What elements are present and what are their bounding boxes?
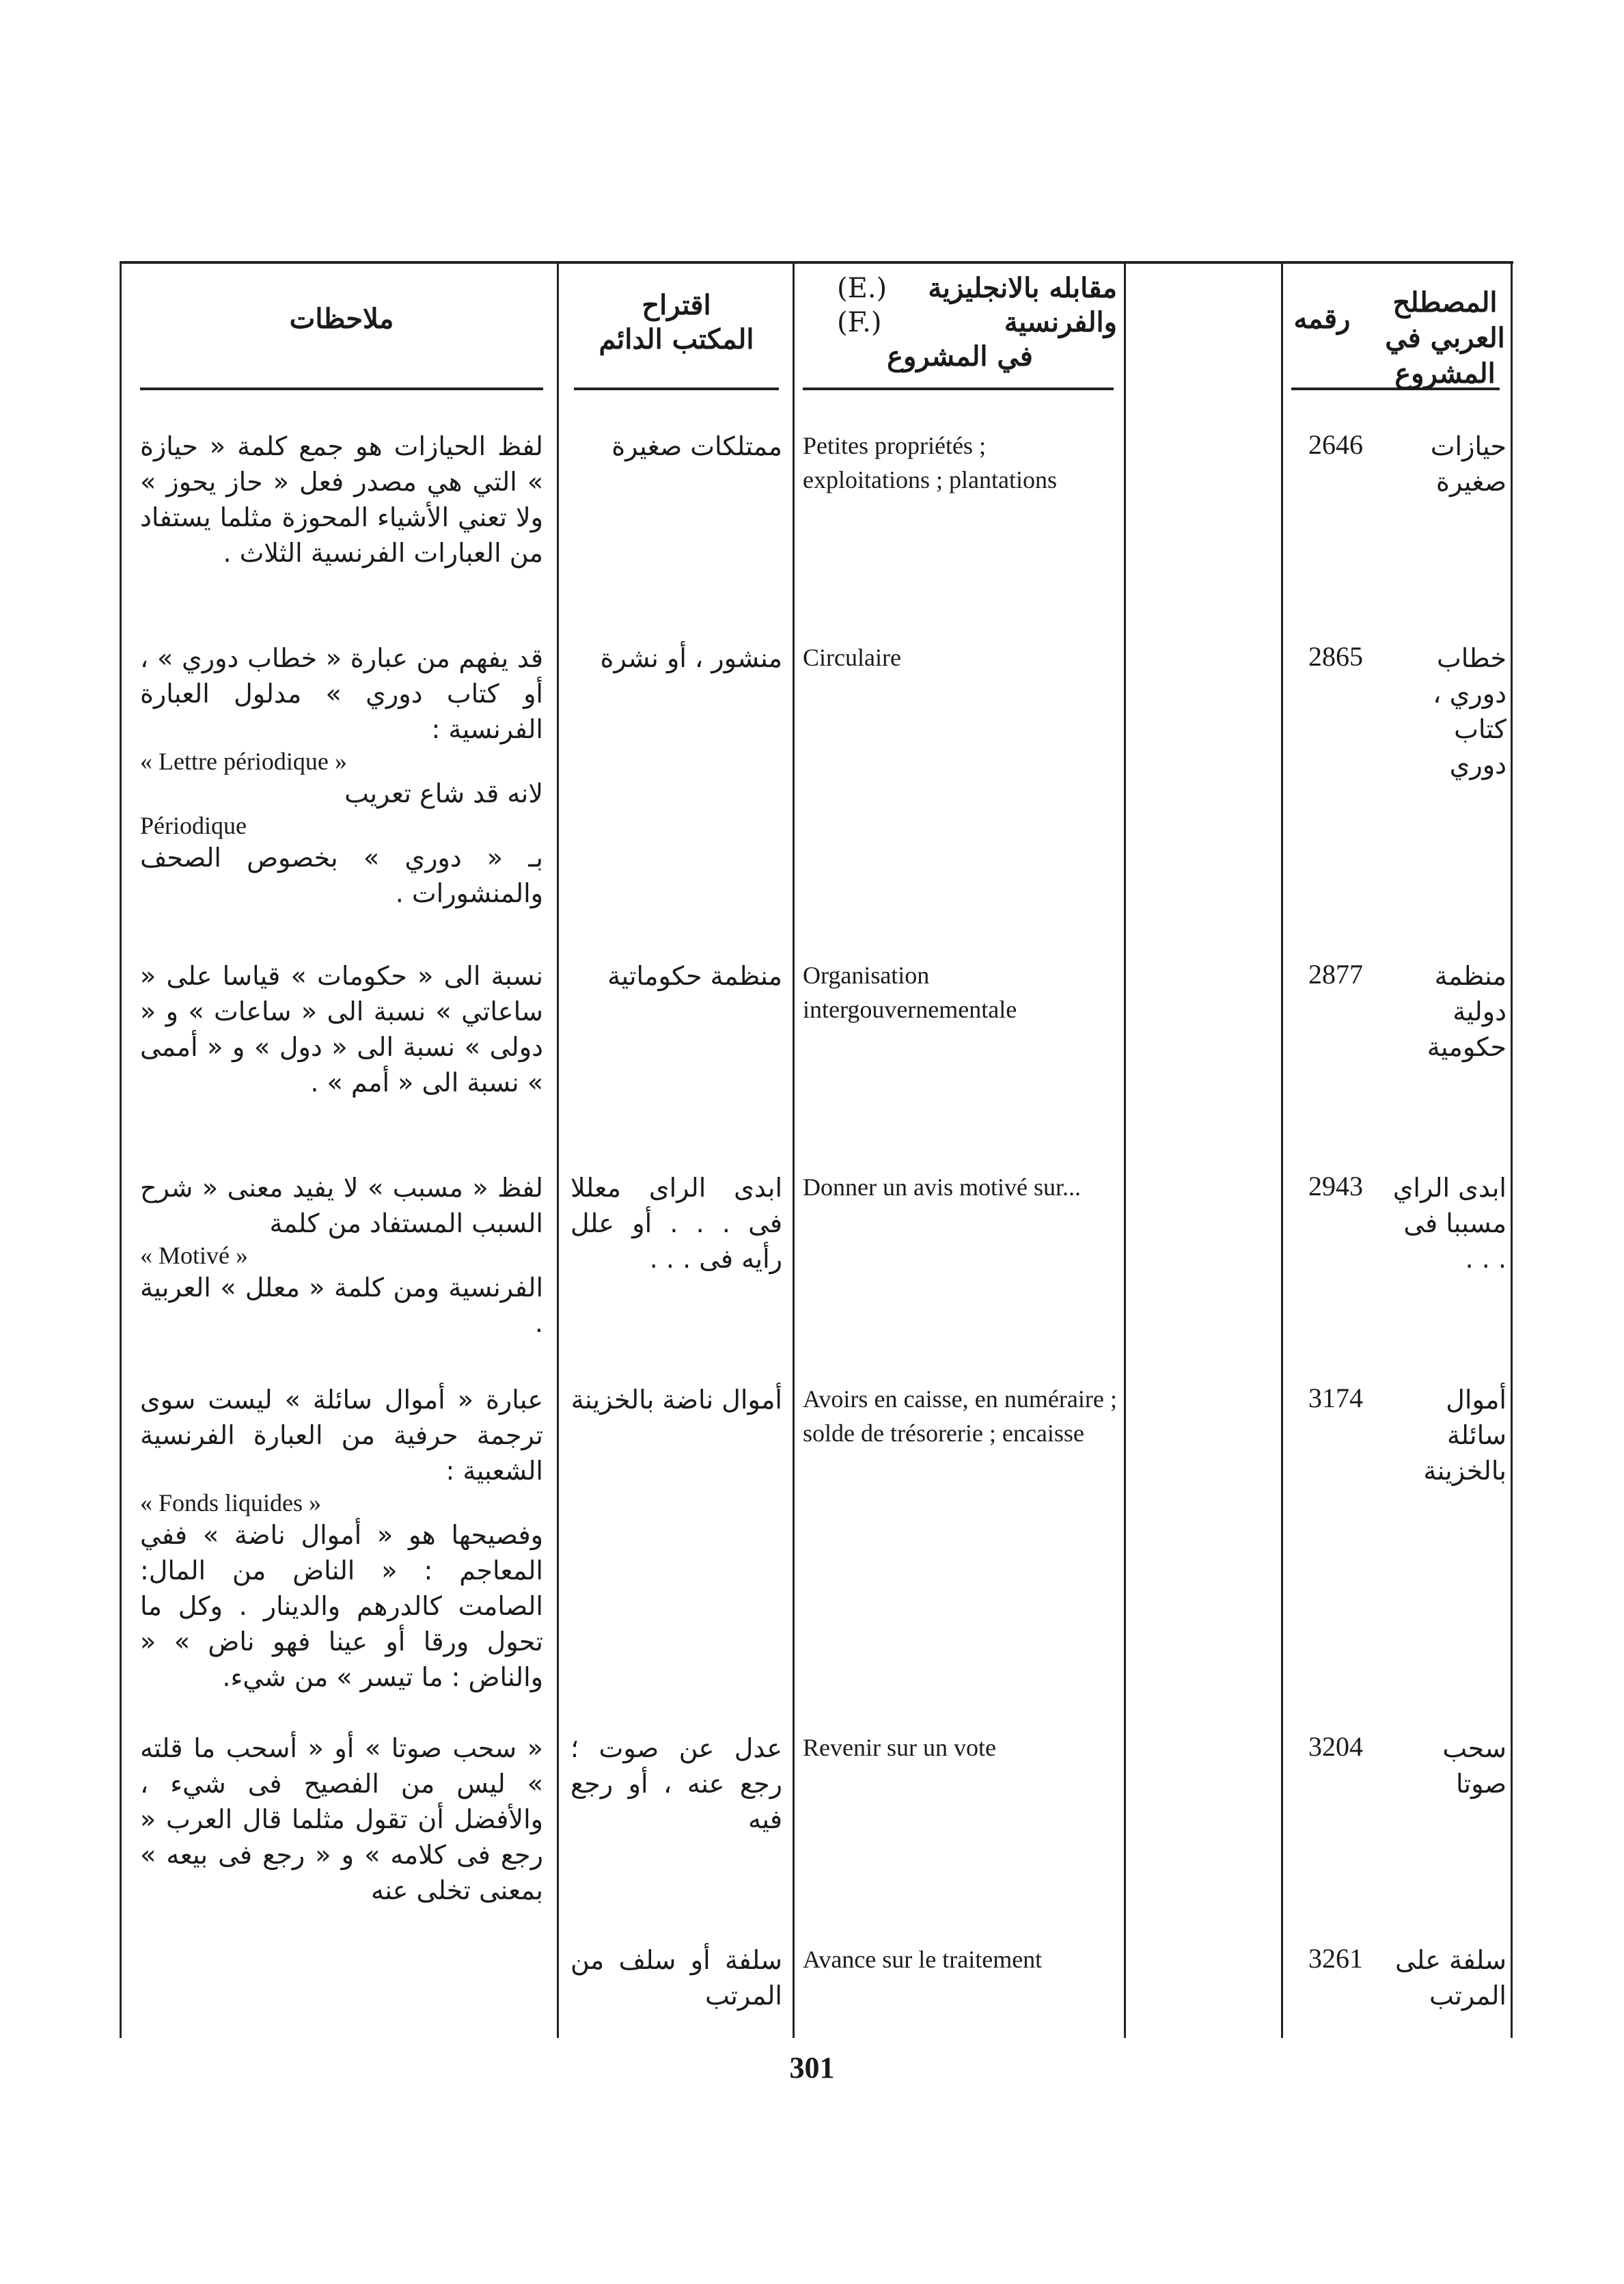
row2-remarks: قد يفهم من عبارة « خطاب دوري » ، أو كتاب دوري » مدلول العبارة الفرنسية :	[140, 643, 543, 744]
row2-remarks-french2: Périodique	[140, 812, 247, 839]
row5-remarks-block	[140, 1382, 543, 1695]
column-divider-number	[1281, 261, 1283, 2038]
column-divider-proposal	[793, 261, 795, 2038]
row4-foreign: Donner un avis motivé sur...	[803, 1173, 1081, 1201]
row5-remarks: عبارة « أموال سائلة » ليست سوى ترجمة حرفية من العبارة الفرنسية الشعبية :	[140, 1385, 543, 1486]
header-equivalent-line3: في المشروع	[887, 340, 1033, 372]
row1-foreign: Petites propriétés ; exploitations ; plantations	[803, 432, 1057, 493]
header-equivalent-line2: والفرنسية	[1004, 306, 1117, 338]
row5-number: 3174	[1308, 1383, 1363, 1413]
row5-proposal: أموال ناضة بالخزينة	[570, 1385, 782, 1415]
row2-number: 2865	[1308, 641, 1363, 672]
column-divider-equivalent	[1124, 261, 1126, 2038]
header-arabic-term: المصطلح العربي في المشروع	[1385, 286, 1505, 390]
row6-arabic-term: سحب صوتا	[1442, 1733, 1506, 1799]
row3-number: 2877	[1308, 959, 1363, 990]
row2-proposal: منشور ، أو نشرة	[600, 643, 782, 673]
header-equivalent-row2	[803, 305, 1117, 340]
header-number: رقمه	[1293, 303, 1351, 335]
tag-english: (E.)	[837, 273, 887, 304]
document-page	[120, 261, 1513, 2038]
row6-proposal: عدل عن صوت ؛ رجع عنه ، أو رجع فيه	[570, 1733, 782, 1834]
row2-remarks-block	[140, 640, 543, 911]
header-rule-equivalent	[803, 388, 1114, 390]
table-border-right	[1511, 261, 1513, 2038]
row1-remarks: لفظ الحيازات هو جمع كلمة « حيازة » التي هي مصدر فعل « حاز يحوز » ولا تعني الأشياء المحوزة مثلما يستفاد من العبارات الفرنسية الثلاث .	[140, 431, 543, 568]
row2-arabic-term: خطاب دوري ، كتاب دوري	[1433, 643, 1506, 780]
row4-remarks: لفظ « مسبب » لا يفيد معنى « شرح السبب المستفاد من كلمة	[140, 1173, 543, 1238]
row5-arabic-term: أموال سائلة بالخزينة	[1423, 1385, 1506, 1486]
row4-remarks-french: « Motivé »	[140, 1242, 248, 1269]
row3-remarks: نسبة الى « حكومات » قياسا على « ساعاتي » نسبة الى « ساعات » و « دولى » نسبة الى « دول » و « أممى » نسبة الى « أمم » .	[140, 961, 543, 1098]
table-border-left	[120, 261, 122, 2038]
row6-foreign: Revenir sur un vote	[803, 1734, 996, 1761]
column-divider-remarks	[557, 261, 559, 2038]
header-proposal-line1: اقتراح	[642, 289, 711, 321]
row4-number: 2943	[1308, 1171, 1363, 1201]
header-proposal	[570, 288, 782, 357]
row7-foreign: Avance sur le traitement	[803, 1946, 1043, 1973]
header-rule-proposal	[574, 388, 779, 390]
header-equivalent	[803, 271, 1117, 374]
row6-remarks: « سحب صوتا » أو « أسحب ما قلته » ليس من الفصيح فى شيء ، والأفضل أن تقول مثلما قال العرب « رجع فى كلامه » و « رجع فى بيعه » بمعنى تخلى عنه	[140, 1733, 543, 1905]
page-number: 301	[789, 2051, 835, 2084]
row2-remarks-french: « Lettre périodique »	[140, 748, 347, 775]
row4-remarks-block	[140, 1170, 543, 1341]
table-top-rule	[120, 261, 1513, 264]
header-equivalent-row1	[803, 271, 1117, 305]
row3-arabic-term: منظمة دولية حكومية	[1427, 961, 1506, 1062]
header-proposal-line2: المكتب الدائم	[598, 323, 754, 355]
row1-proposal: ممتلكات صغيرة	[611, 431, 782, 461]
row7-arabic-term: سلفة على المرتب	[1394, 1945, 1506, 2011]
row3-proposal: منظمة حكوماتية	[607, 961, 782, 991]
row5-remarks-tail: وفصيحها هو « أموال ناضة » ففي المعاجم : « الناض من المال: الصامت كالدرهم والدينار . وكل ما تحول ورقا أو عينا فهو ناض » « والناض : ما تيسر » من شيء.	[140, 1520, 543, 1692]
row1-number: 2646	[1308, 429, 1363, 460]
row6-number: 3204	[1308, 1731, 1363, 1762]
row7-number: 3261	[1308, 1943, 1363, 1974]
row3-foreign: Organisation intergouvernementale	[803, 962, 1017, 1023]
row5-remarks-french: « Fonds liquides »	[140, 1489, 322, 1517]
tag-french: (F.)	[837, 307, 882, 338]
header-rule-remarks	[140, 388, 543, 390]
row4-arabic-term: ابدى الراي مسببا فى . . .	[1392, 1173, 1506, 1274]
row2-remarks-tail: بـ « دوري » بخصوص الصحف والمنشورات .	[140, 843, 543, 908]
row1-arabic-term: حيازات صغيرة	[1430, 431, 1506, 497]
header-equivalent-line1: مقابله بالانجليزية	[928, 272, 1117, 304]
row2-foreign: Circulaire	[803, 644, 901, 671]
row5-foreign: Avoirs en caisse, en numéraire ; solde de trésorerie ; encaisse	[803, 1385, 1117, 1447]
row2-remarks-mid: لانه قد شاع تعريب	[344, 778, 543, 808]
row4-remarks-tail: الفرنسية ومن كلمة « معلل » العربية .	[140, 1273, 543, 1338]
header-remarks: ملاحظات	[289, 303, 394, 335]
row4-proposal: ابدى الراى معللا فى . . . أو علل رأيه فى . . .	[570, 1173, 782, 1274]
row7-proposal: سلفة أو سلف من المرتب	[570, 1945, 782, 2011]
